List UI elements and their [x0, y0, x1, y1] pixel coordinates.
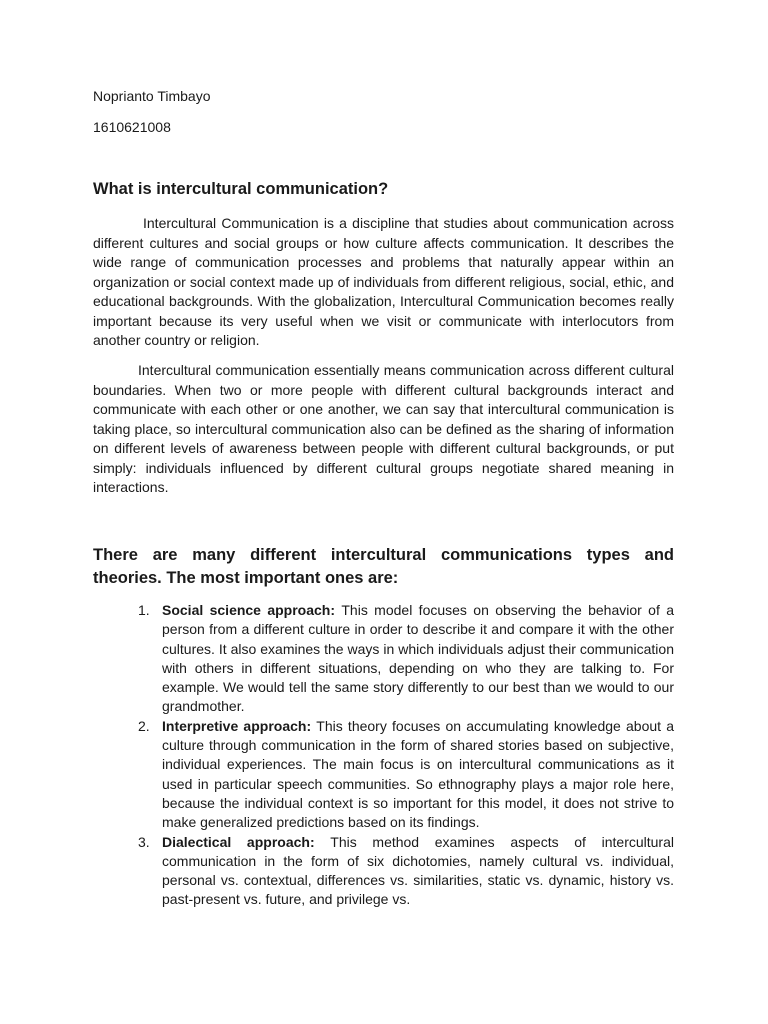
list-item-term: Dialectical approach:	[162, 833, 331, 850]
list-item	[138, 601, 674, 717]
list-item-text: This theory focuses on accumulating knowledge about a culture through communication in the form of shared stories based on subjective, individual experiences. The main focus is on intercultural communications as it used in particular speech communities. So ethnography plays a major role here, because the individual context is so important for this model, it does not strive to make generalized predictions based on its findings.	[162, 717, 675, 831]
list-item-number: 3.	[138, 833, 150, 850]
list-item-text: This model focuses on observing the behavior of a person from a different culture in order to describe it and compare it with the other cultures. It also examines the ways in which individuals adjust their communication with others in different situations, depending on who they are talking to. For example. We would tell the same story differently to our best than we would to our grandmother.	[162, 602, 674, 715]
list-item-text: This method examines aspects of intercultural communication in the form of six dichotomies, namely cultural vs. individual, personal vs. contextual, differences vs. similarities, static vs. dynamic, history vs. past-present vs. future, and privilege vs.	[162, 833, 674, 908]
list-item-term: Interpretive approach:	[162, 717, 317, 734]
list-item-number: 2.	[138, 717, 150, 734]
list-heading-line: theories. The most important ones are:	[93, 569, 399, 587]
student-id: 1610621008	[93, 119, 171, 135]
author-name: Noprianto Timbayo	[93, 88, 211, 104]
list-heading	[93, 544, 674, 590]
approaches-list	[138, 601, 674, 910]
list-item-number: 1.	[138, 602, 150, 618]
list-item-term: Social science approach:	[162, 602, 342, 618]
list-heading-line: There are many different intercultural communications types and	[93, 546, 674, 564]
list-item	[138, 717, 674, 833]
paragraph: Intercultural Communication is a discipline that studies about communication across different cultures and social groups or how culture affects communication. It describes the wide range of communication processes and problems that naturally appear within an organization or social context made up of individuals from different religious, social, ethic, and educational backgrounds. With the globalization, Intercultural Communication becomes really important because its very useful when we visit or communicate with interlocutors from another country or religion.	[93, 215, 674, 348]
list-item	[138, 833, 674, 910]
section-heading: What is intercultural communication?	[93, 180, 389, 198]
paragraph: Intercultural communication essentially means communication across different cultural boundaries. When two or more people with different cultural backgrounds interact and communicate with each other or one another, we can say that intercultural communication is taking place, so intercultural communication also can be defined as the sharing of information on different levels of awareness between people with different cultural backgrounds, or put simply: individuals influenced by different cultural groups negotiate shared meaning in interactions.	[93, 362, 674, 495]
